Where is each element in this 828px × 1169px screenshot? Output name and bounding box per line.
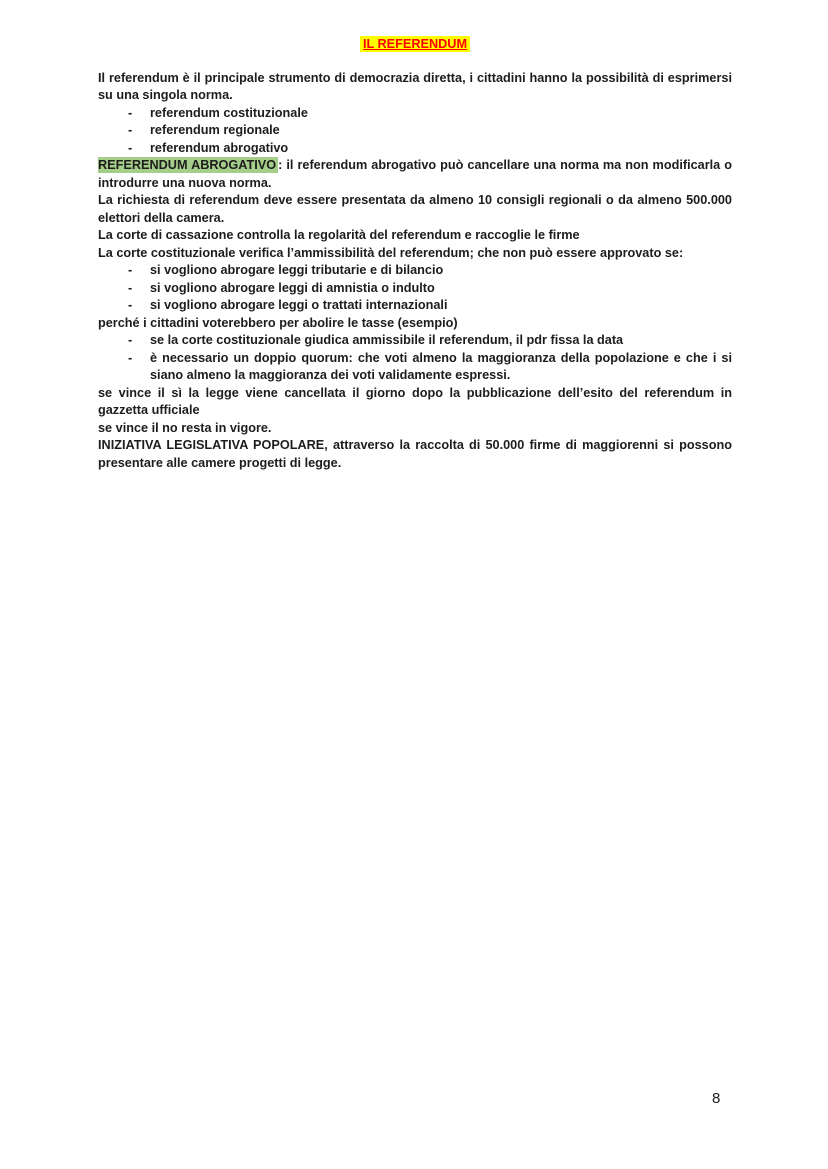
abrogativo-definition-rest: : il referendum abrogativo può cancellare una norma ma non modificarla o introdurre una nuova norma. [98,158,732,190]
outcome-yes-paragraph: se vince il sì la legge viene cancellata il giorno dopo la pubblicazione dell’esito del referendum in gazzetta ufficiale [98,385,732,417]
procedure-list [98,332,732,385]
list-item-text: referendum abrogativo [150,140,289,155]
iniziativa-paragraph: INIZIATIVA LEGISLATIVA POPOLARE, attraverso la raccolta di 50.000 firme di maggiorenni si possono presentare alle camere progetti di legge. [98,438,732,470]
dash-bullet: - [128,263,133,277]
list-item [98,297,732,315]
list-item [98,332,732,350]
dash-bullet: - [128,350,133,365]
list-item [98,280,732,298]
request-paragraph: La richiesta di referendum deve essere presentata da almeno 10 consigli regionali o da almeno 500.000 elettori della camera. [98,193,732,225]
list-item-text: si vogliono abrogare leggi tributarie e di bilancio [150,263,444,277]
list-item-text: è necessario un doppio quorum: che voti almeno la maggioranza della popolazione e che i si siano almeno la maggioranza dei voti validamente espressi. [150,350,732,382]
dash-bullet: - [128,105,133,120]
dash-bullet: - [128,280,133,295]
abrogativo-definition [98,157,732,192]
cassazione-paragraph: La corte di cassazione controlla la regolarità del referendum e raccoglie le firme [98,228,580,242]
list-item [98,122,732,140]
title-row [98,36,732,54]
outcome-no-paragraph: se vince il no resta in vigore. [98,420,272,435]
dash-bullet: - [128,123,133,137]
page-number: 8 [712,1090,721,1107]
list-item-text: si vogliono abrogare leggi o trattati internazionali [150,298,448,312]
list-item [98,140,732,158]
document-content [98,36,732,472]
list-item [98,105,732,123]
list-item-text: si vogliono abrogare leggi di amnistia o indulto [150,280,435,295]
abrogativo-term-highlight: REFERENDUM ABROGATIVO [98,158,277,172]
inadmissible-cases-list [98,262,732,315]
list-item-text: referendum costituzionale [150,105,308,120]
list-item [98,350,732,385]
list-item-text: se la corte costituzionale giudica ammissibile il referendum, il pdr fissa la data [150,333,624,347]
dash-bullet: - [128,140,133,155]
tasse-paragraph: perché i cittadini voterebbero per abolire le tasse (esempio) [98,315,458,330]
dash-bullet: - [128,333,133,347]
list-item-text: referendum regionale [150,123,280,137]
page-title: IL REFERENDUM [360,36,470,52]
list-item [98,262,732,280]
costituzionale-paragraph: La corte costituzionale verifica l’ammissibilità del referendum; che non può essere approvato se: [98,245,684,260]
referendum-types-list [98,105,732,158]
dash-bullet: - [128,298,133,312]
intro-paragraph: Il referendum è il principale strumento di democrazia diretta, i cittadini hanno la possibilità di esprimersi su una singola norma. [98,70,732,102]
